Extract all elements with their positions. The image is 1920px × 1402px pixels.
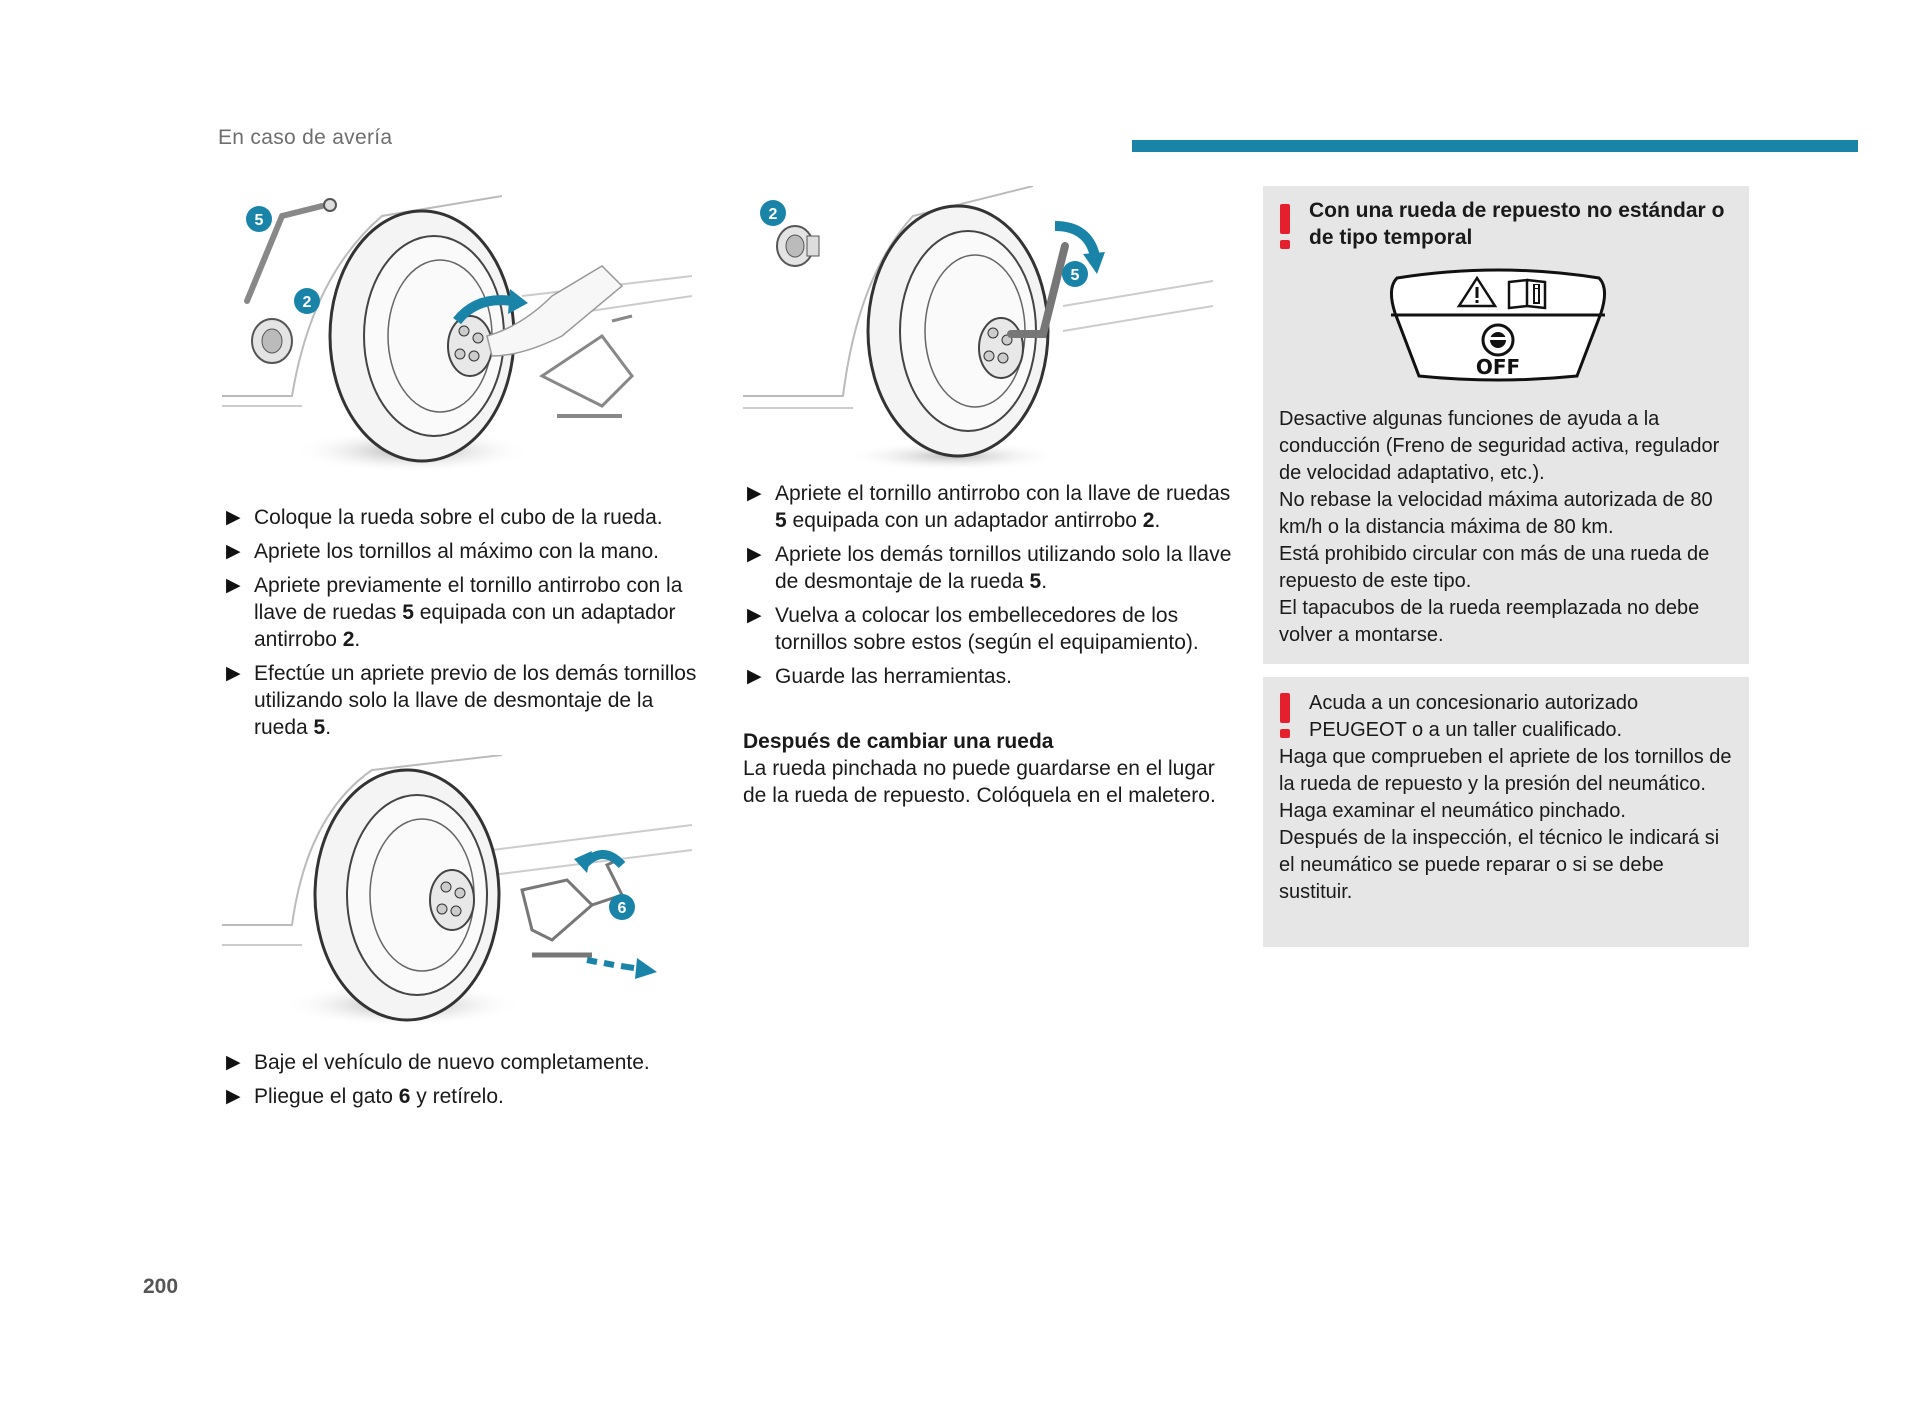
- callout-2: 2: [768, 206, 778, 223]
- header-accent-bar: [1132, 140, 1858, 152]
- bullets-steps-a: [222, 504, 702, 748]
- after-change-heading: Después de cambiar una rueda: [743, 730, 1054, 753]
- list-item: ▶ Vuelva a colocar los embellecedores de los tornillos sobre estos (según el equipamiento).: [747, 604, 1199, 654]
- list-item: ▶ Coloque la rueda sobre el cubo de la rueda.: [226, 506, 663, 529]
- off-label: OFF: [1475, 355, 1521, 379]
- warning-text: Haga que comprueben el apriete de los tornillos de la rueda de repuesto y la presión del neumático. Haga examinar el neumático pinchado. Después de la inspección, el técnico le indicará si el neumático se puede reparar o si se debe sustituir.: [1279, 746, 1732, 903]
- warning-box-dealer: [1263, 677, 1749, 947]
- list-item: ▶ Pliegue el gato 6 y retírelo.: [226, 1085, 504, 1108]
- warning-exclamation-icon: [1279, 204, 1291, 250]
- warning-text: Desactive algunas funciones de ayuda a la conducción (Freno de seguridad activa, regulador de velocidad adaptativo, etc.). No rebase la velocidad máxima autorizada de 80 km/h o la distancia máxima de 80 km. Está prohibido circular con más de una rueda de repuesto de este tipo. El tapacubos de la rueda reemplazada no debe volver a montarse.: [1279, 408, 1720, 646]
- callout-5: 5: [1070, 267, 1080, 284]
- list-item: ▶ Apriete previamente el tornillo antirrobo con la llave de ruedas 5 equipada con un adaptador antirrobo 2.: [226, 574, 683, 651]
- control-panel-illustration: [1387, 268, 1609, 388]
- callout-6: 6: [617, 900, 627, 917]
- list-item: ▶ Apriete los tornillos al máximo con la mano.: [226, 540, 660, 563]
- warning-box-temporary-spare: [1263, 186, 1749, 664]
- page-number: 200: [143, 1275, 179, 1298]
- figure-tighten-antitheft: [743, 186, 1213, 471]
- section-header: En caso de avería: [218, 126, 393, 149]
- warning-title: Acuda a un concesionario autorizado PEUGEOT o a un taller cualificado.: [1309, 692, 1639, 741]
- list-item: ▶ Efectúe un apriete previo de los demás tornillos utilizando solo la llave de desmontaje de la rueda 5.: [226, 662, 697, 739]
- bullets-steps-b: [222, 1049, 702, 1117]
- list-item: ▶ Guarde las herramientas.: [747, 665, 1012, 688]
- warning-exclamation-icon: [1279, 693, 1291, 739]
- after-change-text: La rueda pinchada no puede guardarse en el lugar de la rueda de repuesto. Colóquela en el maletero.: [743, 757, 1216, 807]
- list-item: ▶ Apriete los demás tornillos utilizando solo la llave de desmontaje de la rueda 5.: [747, 543, 1232, 593]
- callout-2: 2: [302, 294, 312, 311]
- list-item: ▶ Apriete el tornillo antirrobo con la llave de ruedas 5 equipada con un adaptador antirrobo 2.: [747, 482, 1231, 532]
- list-item: ▶ Baje el vehículo de nuevo completamente.: [226, 1051, 650, 1074]
- warning-title: Con una rueda de repuesto no estándar o de tipo temporal: [1309, 199, 1725, 249]
- figure-wheel-placement: [222, 186, 692, 486]
- figure-lower-vehicle: [222, 755, 692, 1045]
- callout-5: 5: [254, 212, 264, 229]
- bullets-steps-c: [743, 480, 1243, 697]
